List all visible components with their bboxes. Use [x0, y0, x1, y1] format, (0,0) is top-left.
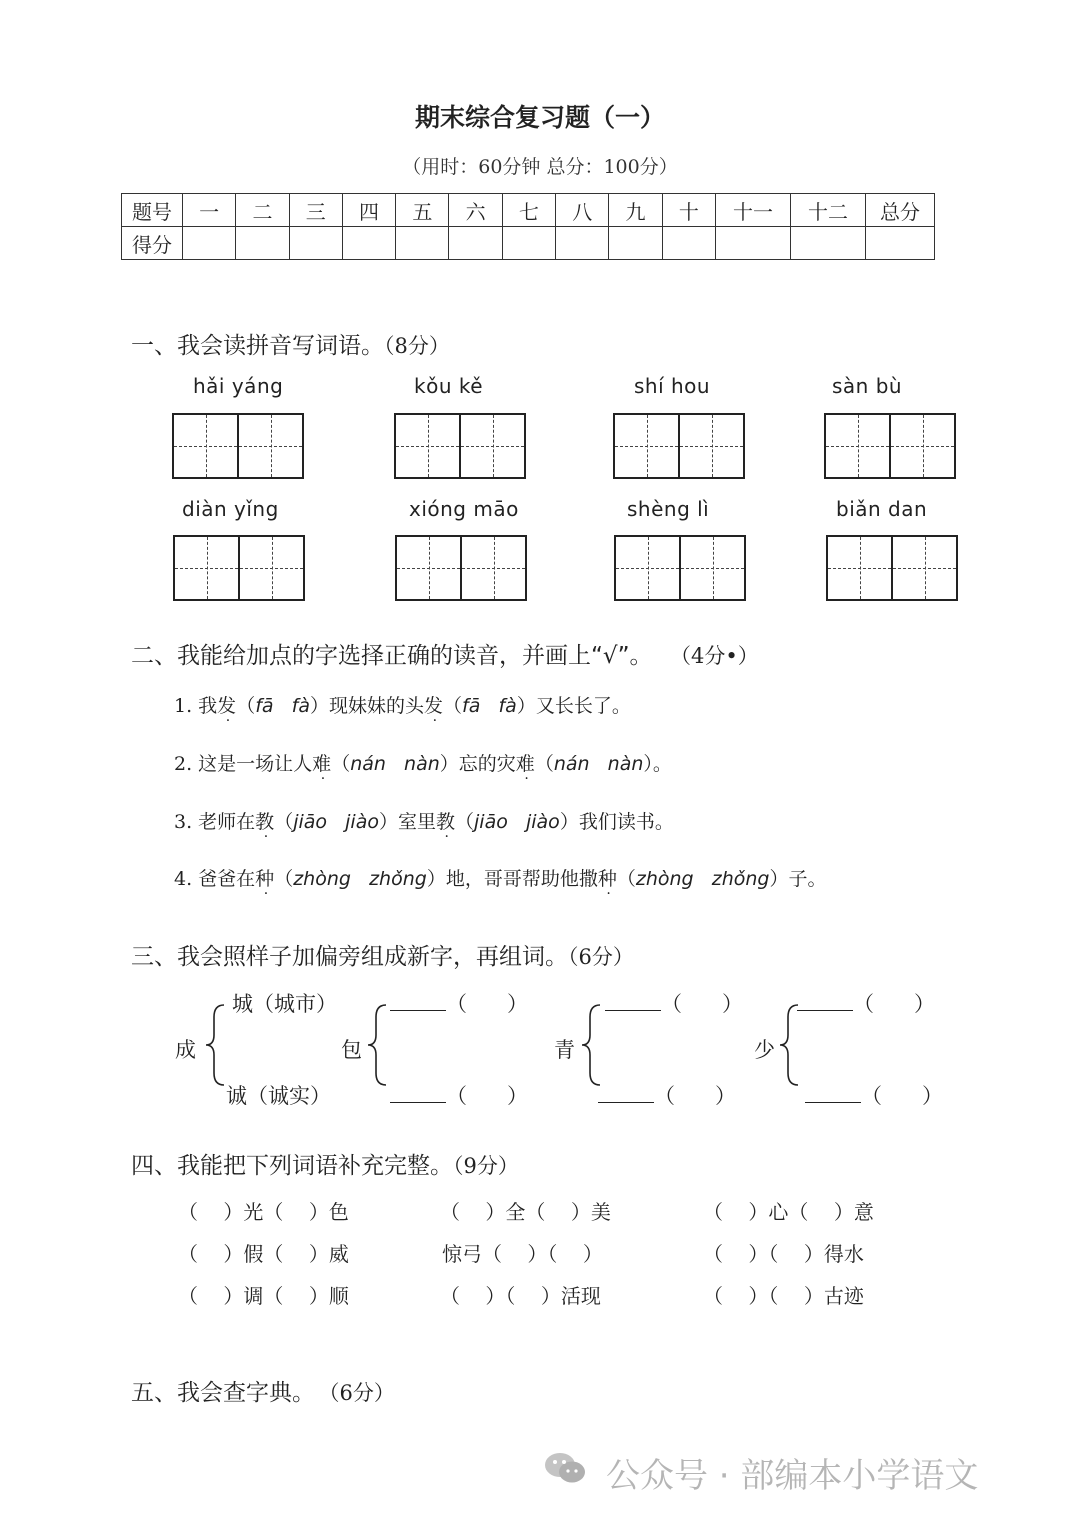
pinyin-label: shèng lì [627, 497, 710, 521]
score-table-cell: 九 [609, 194, 662, 227]
pinyin-label: biǎn dan [836, 497, 928, 521]
dotted-char: 发 [217, 695, 237, 717]
tianzige-box[interactable] [173, 535, 305, 601]
score-input-cell[interactable] [609, 227, 662, 260]
score-input-cell[interactable] [556, 227, 609, 260]
tianzige-box[interactable] [824, 413, 956, 479]
tianzige-box[interactable] [395, 535, 527, 601]
idiom-fill[interactable]: （ ）调（ ）顺 [178, 1284, 349, 1308]
dotted-char: 教 [255, 811, 275, 833]
brace-icon [204, 1003, 228, 1087]
dotted-char: 种 [255, 868, 275, 890]
section-2-heading [131, 637, 759, 670]
score-input-cell[interactable] [866, 227, 935, 260]
score-input-cell[interactable] [342, 227, 395, 260]
answer-row: （ ） [598, 1080, 736, 1110]
score-table-header-row [122, 194, 935, 227]
pinyin-label: kǒu kě [414, 374, 484, 398]
reading-options[interactable]: nán nàn [350, 753, 440, 775]
score-table-cell: 三 [289, 194, 342, 227]
pinyin-label: xióng māo [409, 497, 519, 521]
section-3-points: （6分） [568, 945, 634, 969]
score-table-score-row [122, 227, 935, 260]
tianzige-box[interactable] [172, 413, 304, 479]
section-3-title: 三、我会照样子加偏旁组成新字，再组词。 [131, 944, 568, 970]
page-title: 期末综合复习题（一） [414, 103, 665, 132]
score-input-cell[interactable] [791, 227, 866, 260]
score-table-cell: 十一 [716, 194, 791, 227]
score-table-cell: 题号 [122, 194, 183, 227]
page-subtitle: （用时：60分钟 总分：100分） [402, 156, 678, 178]
example-base-char: 成 [175, 1038, 196, 1062]
score-table-cell: 十二 [791, 194, 866, 227]
score-table-cell: 得分 [122, 227, 183, 260]
question-2-1: 1. 我发（fā fà）现妹妹的头发（fā fà）又长长了。 [174, 695, 631, 717]
answer-row: （ ） [390, 988, 528, 1018]
idiom-fill[interactable]: （ ）（ ）活现 [440, 1284, 601, 1308]
reading-options[interactable]: zhòng zhǒng [635, 868, 770, 890]
dotted-char: 难 [515, 753, 535, 775]
score-input-cell[interactable] [502, 227, 555, 260]
section-5-heading [131, 1374, 395, 1407]
pinyin-label: hǎi yáng [193, 374, 284, 398]
score-table-cell: 十 [662, 194, 715, 227]
answer-row: （ ） [390, 1080, 528, 1110]
score-table-cell: 总分 [866, 194, 935, 227]
section-5-points: （6分） [329, 1381, 395, 1405]
question-2-2: 2. 这是一场让人难（nán nàn）忘的灾难（nán nàn）。 [174, 753, 672, 775]
pinyin-label: diàn yǐng [182, 497, 279, 521]
example-bottom-word: 诚（诚实） [226, 1084, 331, 1108]
blank-line[interactable] [605, 992, 661, 1011]
reading-options[interactable]: nán nàn [553, 753, 644, 775]
dotted-char: 教 [436, 811, 456, 833]
section-5-title: 五、我会查字典。 [131, 1380, 315, 1406]
score-table-cell: 五 [396, 194, 449, 227]
blank-line[interactable] [797, 992, 853, 1011]
section-2-points: （4分•） [680, 644, 759, 668]
dotted-char: 种 [597, 868, 617, 890]
tianzige-box[interactable] [614, 535, 746, 601]
score-table-cell: 一 [183, 194, 236, 227]
score-table-cell: 四 [342, 194, 395, 227]
score-input-cell[interactable] [236, 227, 289, 260]
watermark-text: 公众号 · 部编本小学语文 [606, 1456, 979, 1496]
section-4-heading [131, 1147, 519, 1180]
pinyin-label: shí hou [634, 374, 711, 398]
score-table [121, 193, 935, 260]
section-1-heading [131, 327, 450, 360]
idiom-fill[interactable]: 惊弓（ ）（ ） [442, 1242, 603, 1266]
dotted-char: 发 [424, 695, 444, 717]
pinyin-label: sàn bù [832, 374, 903, 398]
score-input-cell[interactable] [289, 227, 342, 260]
score-input-cell[interactable] [716, 227, 791, 260]
base-char: 包 [341, 1038, 362, 1062]
score-table-cell: 七 [502, 194, 555, 227]
question-2-4: 4. 爸爸在种（zhòng zhǒng）地，哥哥帮助他撒种（zhòng zhǒng）子。 [174, 868, 827, 890]
answer-row: （ ） [605, 988, 743, 1018]
reading-options[interactable]: zhòng zhǒng [293, 868, 427, 890]
reading-options[interactable]: fā fà [255, 695, 310, 717]
tianzige-box[interactable] [826, 535, 958, 601]
score-input-cell[interactable] [662, 227, 715, 260]
section-2-title: 二、我能给加点的字选择正确的读音，并画上“√”。 [131, 643, 653, 669]
blank-line[interactable] [390, 992, 446, 1011]
idiom-fill[interactable]: （ ）（ ）古迹 [703, 1284, 864, 1308]
wechat-icon [543, 1450, 587, 1486]
example-top-word: 城（城市） [232, 992, 337, 1016]
score-input-cell[interactable] [396, 227, 449, 260]
score-table-cell: 六 [449, 194, 502, 227]
reading-options[interactable]: jiāo jiào [474, 811, 560, 833]
section-4-points: （9分） [453, 1154, 519, 1178]
answer-row: （ ） [805, 1080, 943, 1110]
idiom-fill[interactable]: （ ）光（ ）色 [178, 1200, 349, 1224]
idiom-fill[interactable]: （ ）假（ ）威 [178, 1242, 349, 1266]
section-4-title: 四、我能把下列词语补充完整。 [131, 1153, 453, 1179]
dotted-char: 难 [312, 753, 332, 775]
reading-options[interactable]: fā fà [462, 695, 517, 717]
tianzige-box[interactable] [613, 413, 745, 479]
tianzige-box[interactable] [394, 413, 526, 479]
score-input-cell[interactable] [449, 227, 502, 260]
answer-row: （ ） [797, 988, 935, 1018]
score-table-cell: 八 [556, 194, 609, 227]
score-input-cell[interactable] [183, 227, 236, 260]
idiom-fill[interactable]: （ ）（ ）得水 [703, 1242, 864, 1266]
idiom-fill[interactable]: （ ）全（ ）美 [440, 1200, 611, 1224]
reading-options[interactable]: jiāo jiào [293, 811, 379, 833]
brace-icon [366, 1003, 390, 1087]
base-char: 青 [554, 1038, 575, 1062]
base-char: 少 [754, 1038, 775, 1062]
question-2-3: 3. 老师在教（jiāo jiào）室里教（jiāo jiào）我们读书。 [174, 811, 674, 833]
blank-line[interactable] [390, 1084, 446, 1103]
section-1-title: 一、我会读拼音写词语。 [131, 333, 384, 359]
blank-line[interactable] [805, 1084, 861, 1103]
section-3-heading [131, 938, 634, 971]
idiom-fill[interactable]: （ ）心（ ）意 [703, 1200, 874, 1224]
brace-icon [580, 1003, 604, 1087]
blank-line[interactable] [598, 1084, 654, 1103]
score-table-cell: 二 [236, 194, 289, 227]
section-1-points: （8分） [384, 334, 450, 358]
